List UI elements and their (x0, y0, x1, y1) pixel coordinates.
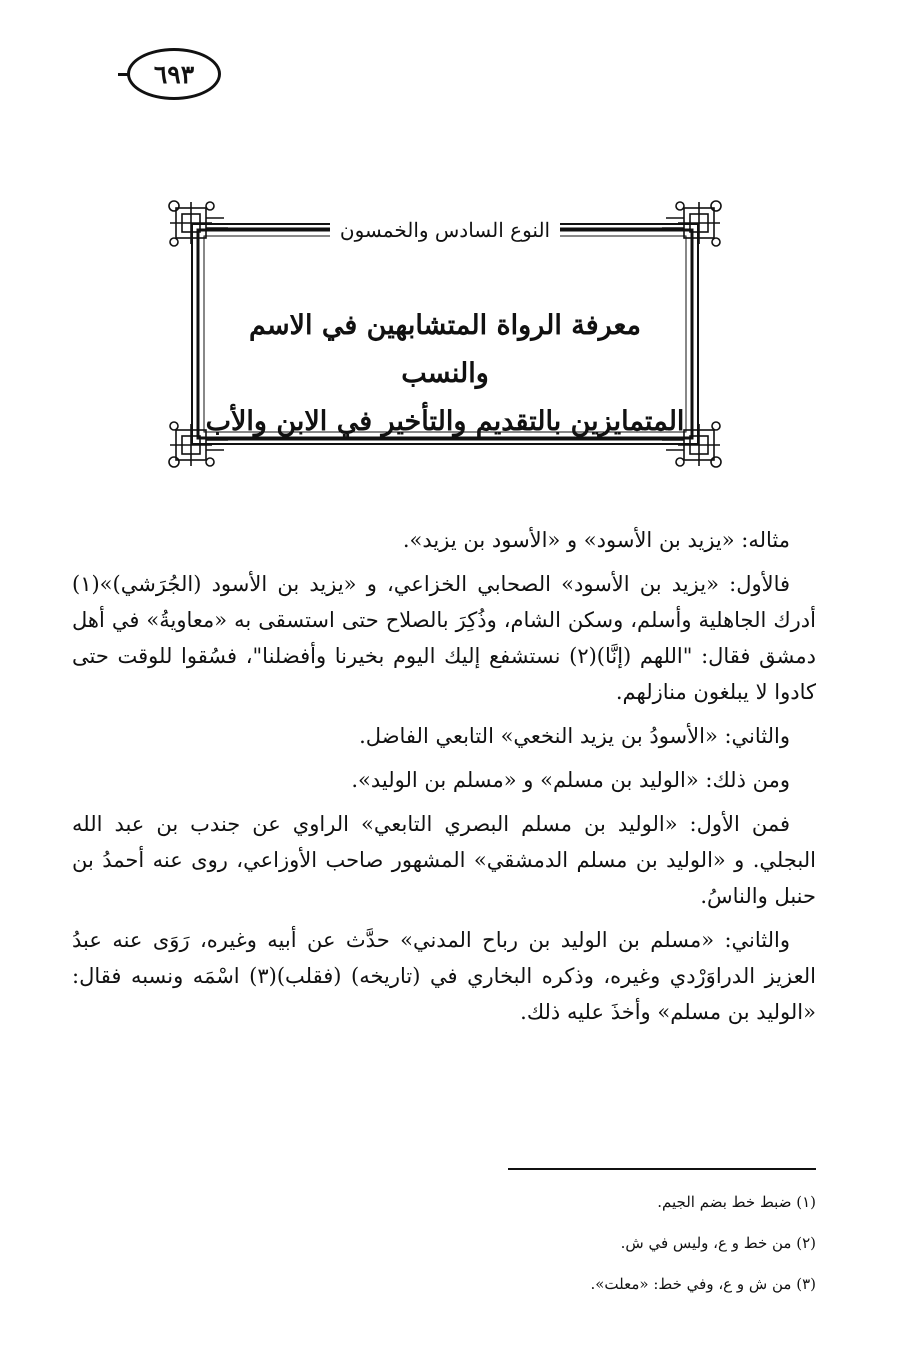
footnote: (٣) من ش و ع، وفي خط: «معلت». (590, 1275, 816, 1293)
page-number-oval (127, 48, 221, 100)
paragraph: فالأول: «يزيد بن الأسود» الصحابي الخزاعي، و «يزيد بن الأسود (الجُرَشي)»(١) أدرك الجاهلية وأسلم، وسكن الشام، وذُكِرَ بالصلاح حتى استسقى به «معاويةُ» في أهل دمشق فقال: "اللهم (إنَّا)(٢) نستشفع إليك اليوم بخيرنا وأفضلنا"، فسُقوا للوقت حتى كادوا لا يبلغون منازلهم. (72, 572, 816, 704)
chapter-title-line-1: معرفة الرواة المتشابهين في الاسم والنسب (248, 310, 642, 389)
chapter-title-frame (166, 198, 724, 470)
section-label-text: النوع السادس والخمسون (330, 218, 560, 242)
paragraph: والثاني: «مسلم بن الوليد بن رباح المدني» حدَّث عن أبيه وغيره، رَوَى عنه عبدُ العزيز الدراوَرْدي وغيره، وذكره البخاري في (تاريخه) (فقلب)(٣) اسْمَه ونسبه فقال: «الوليد بن مسلم» وأخذَ عليه ذلك. (72, 928, 816, 1024)
paragraph: فمن الأول: «الوليد بن مسلم البصري التابعي» الراوي عن جندب بن عبد الله البجلي. و «الوليد بن مسلم الدمشقي» المشهور صاحب الأوزاعي، روى عنه أحمدُ بن حنبل والناسُ. (72, 812, 816, 908)
paragraph: والثاني: «الأسودُ بن يزيد النخعي» التابعي الفاضل. (359, 724, 790, 748)
chapter-title (202, 302, 688, 446)
section-label (166, 218, 724, 242)
body-text (72, 522, 816, 1038)
footnotes (300, 1192, 816, 1315)
paragraph: مثاله: «يزيد بن الأسود» و «الأسود بن يزيد». (402, 528, 790, 552)
page-number-text: ٦٩٣ (153, 59, 195, 89)
chapter-title-line-2: المتمايزين بالتقديم والتأخير في الابن والأب (205, 406, 685, 437)
footnote: (١) ضبط خط بضم الجيم. (657, 1193, 816, 1211)
footnote-divider (508, 1168, 816, 1170)
footnote: (٢) من خط و ع، وليس في ش. (620, 1234, 816, 1252)
paragraph: ومن ذلك: «الوليد بن مسلم» و «مسلم بن الوليد». (351, 768, 790, 792)
